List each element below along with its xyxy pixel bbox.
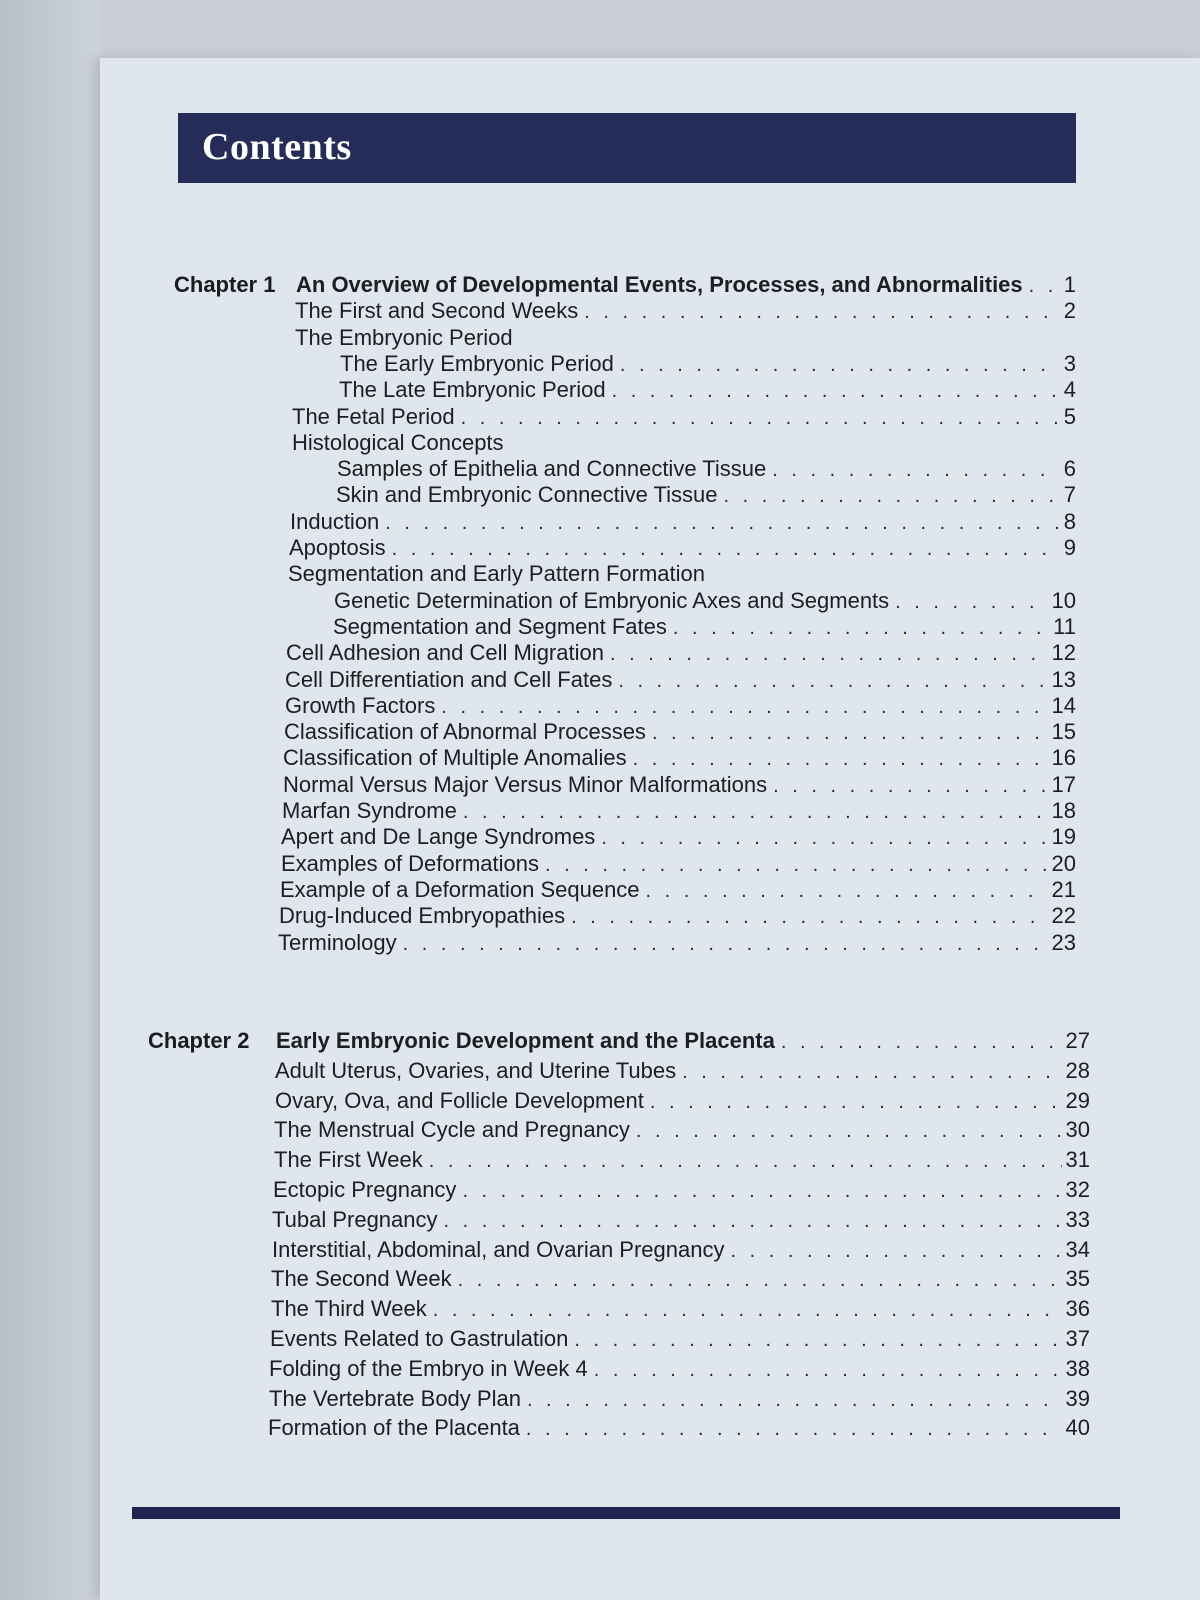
toc-entry [281,824,1076,850]
leader-dots [584,301,1058,324]
entry-title: Classification of Abnormal Processes [284,719,646,745]
entry-title: Samples of Epithelia and Connective Tissue [337,456,767,482]
entry-title: Adult Uterus, Ovaries, and Uterine Tubes [275,1057,677,1083]
entry-title: Apert and De Lange Syndromes [281,824,596,850]
contents-banner [178,113,1076,183]
toc-entry [272,1207,1090,1233]
leader-dots [403,933,1048,956]
leader-dots [527,1389,1062,1412]
toc-entry [334,588,1076,614]
page-number: 3 [1063,350,1076,376]
page-number: 5 [1063,403,1076,429]
leader-dots [610,643,1048,666]
entry-title: Interstitial, Abdominal, and Ovarian Pregnancy [272,1236,725,1262]
page-number: 6 [1063,456,1076,482]
toc-entry [283,772,1076,798]
toc-entry [274,1117,1090,1143]
toc-entry [288,561,1076,587]
entry-title: Segmentation and Segment Fates [333,613,667,639]
entry-title: The Fetal Period [292,403,455,429]
toc-entry [284,719,1076,745]
entry-title: Events Related to Gastrulation [270,1326,569,1351]
toc-entry [289,535,1076,561]
toc-entry [295,325,1076,351]
toc-entry [274,1147,1090,1173]
page-number: 34 [1065,1236,1090,1262]
toc-entry [269,1386,1090,1412]
entry-title: Marfan Syndrome [282,798,457,823]
page-number: 39 [1065,1385,1090,1411]
leader-dots [773,775,1047,798]
toc-entry [290,509,1076,535]
entry-title: Cell Adhesion and Cell Migration [286,640,604,666]
leader-dots [620,354,1058,377]
leader-dots [429,1150,1062,1173]
entry-title: The First Week [274,1147,423,1173]
entry-title: Formation of the Placenta [268,1415,520,1441]
entry-title: Early Embryonic Development and the Placenta [276,1028,775,1053]
entry-title: The First and Second Weeks [295,298,579,324]
leader-dots [545,854,1048,877]
leader-dots [650,1091,1062,1114]
page-number: 21 [1051,876,1076,902]
toc-entry [281,851,1076,877]
leader-dots [458,1269,1062,1292]
leader-dots [392,538,1058,561]
entry-title: Drug-Induced Embryopathies [279,903,566,929]
toc-entry [336,482,1076,508]
page-number: 8 [1063,508,1076,534]
toc-entry [283,745,1076,771]
page-number: 37 [1065,1326,1090,1351]
entry-title: Examples of Deformations [281,850,539,876]
page-number: 9 [1063,535,1076,560]
leader-dots [612,380,1058,403]
leader-dots [636,1120,1062,1143]
toc-entry [285,667,1076,693]
page-number: 30 [1065,1117,1090,1143]
leader-dots [462,1180,1061,1203]
leader-dots [673,617,1049,640]
toc-entry [271,1266,1090,1292]
page-number: 14 [1051,692,1076,718]
page-number: 29 [1065,1087,1090,1113]
leader-dots [618,670,1047,693]
page-number: 11 [1053,613,1076,639]
entry-title: Folding of the Embryo in Week 4 [269,1355,588,1381]
page-number: 35 [1065,1266,1090,1292]
page-number: 36 [1065,1296,1090,1322]
leader-dots [895,591,1047,614]
page-number: 7 [1063,482,1076,508]
toc-entry [286,640,1076,666]
leader-dots [772,459,1058,482]
page-number: 19 [1051,824,1076,850]
bottom-rule [132,1507,1120,1519]
entry-title: Normal Versus Major Versus Minor Malformations [283,771,768,797]
leader-dots [444,1210,1062,1233]
toc-entry [339,377,1076,403]
entry-title: Induction [290,508,380,534]
leader-dots [461,407,1058,430]
entry-title: Histological Concepts [292,429,504,455]
page-number: 27 [1065,1028,1090,1053]
toc-entry [270,1326,1090,1352]
page-number: 18 [1051,798,1076,823]
page-number: 38 [1065,1355,1090,1381]
entry-title: An Overview of Developmental Events, Processes, and Abnormalities [296,272,1023,297]
leader-dots [781,1031,1062,1054]
page-number: 15 [1051,719,1076,745]
toc-entry [273,1177,1090,1203]
leader-dots [463,801,1048,824]
page-number: 20 [1051,850,1076,876]
toc-entry [292,404,1076,430]
toc-entry [295,298,1076,324]
page-number: 4 [1063,377,1076,403]
entry-title: The Second Week [271,1266,452,1292]
entry-title: The Late Embryonic Period [339,377,606,403]
leader-dots [724,485,1058,508]
entry-title: The Early Embryonic Period [340,350,614,376]
page-title: Contents [202,126,352,168]
page-number: 22 [1051,903,1076,929]
leader-dots [682,1061,1061,1084]
leader-dots [574,1329,1061,1352]
entry-title: The Menstrual Cycle and Pregnancy [274,1117,630,1143]
page-number: 13 [1051,666,1076,692]
leader-dots [1029,275,1058,298]
chapter-title [276,1028,1090,1054]
page-number: 2 [1063,298,1076,324]
page-number: 17 [1051,771,1076,797]
entry-title: Ectopic Pregnancy [273,1177,457,1202]
entry-title: Genetic Determination of Embryonic Axes and Segments [334,587,890,613]
leader-dots [441,696,1047,719]
page-number: 16 [1051,745,1076,771]
entry-title: The Third Week [271,1296,427,1322]
toc-entry [271,1296,1090,1322]
toc-entry [285,693,1076,719]
page-number: 33 [1065,1206,1090,1232]
chapter-title [296,272,1076,298]
toc-entry [272,1237,1090,1263]
leader-dots [730,1240,1061,1263]
entry-title: The Embryonic Period [295,324,513,350]
leader-dots [646,880,1048,903]
entry-title: Growth Factors [285,692,436,718]
entry-title: Example of a Deformation Sequence [280,876,640,902]
leader-dots [571,906,1047,929]
toc-entry [337,456,1076,482]
page-number: 12 [1051,640,1076,666]
page-number: 23 [1051,929,1076,955]
toc-entry [280,877,1076,903]
entry-title: Ovary, Ova, and Follicle Development [275,1087,644,1113]
entry-title: Classification of Multiple Anomalies [283,745,627,771]
leader-dots [601,827,1047,850]
page-number: 40 [1065,1415,1090,1441]
leader-dots [526,1418,1062,1441]
entry-title: The Vertebrate Body Plan [269,1385,521,1411]
leader-dots [385,512,1058,535]
entry-title: Tubal Pregnancy [272,1206,438,1232]
page-gutter [0,0,100,1600]
entry-title: Apoptosis [289,535,386,560]
page-number: 1 [1063,272,1076,297]
entry-title: Cell Differentiation and Cell Fates [285,666,613,692]
page-number: 32 [1065,1177,1090,1202]
leader-dots [633,748,1048,771]
toc-entry [275,1088,1090,1114]
toc-entry [333,614,1076,640]
toc-entry [269,1356,1090,1382]
chapter-label: Chapter 1 [174,272,276,297]
toc-entry [279,903,1076,929]
entry-title: Terminology [278,929,397,955]
toc-entry [275,1058,1090,1084]
page-number: 10 [1051,587,1076,613]
toc-entry [278,930,1076,956]
leader-dots [652,722,1048,745]
page-number: 31 [1065,1147,1090,1173]
leader-dots [433,1299,1062,1322]
toc-entry [282,798,1076,824]
entry-title: Segmentation and Early Pattern Formation [288,561,706,587]
toc-entry [340,351,1076,377]
leader-dots [594,1359,1062,1382]
page-number: 28 [1065,1057,1090,1083]
toc-entry [268,1415,1090,1441]
toc-entry [292,430,1076,456]
chapter-label: Chapter 2 [148,1028,250,1053]
entry-title: Skin and Embryonic Connective Tissue [336,482,718,508]
